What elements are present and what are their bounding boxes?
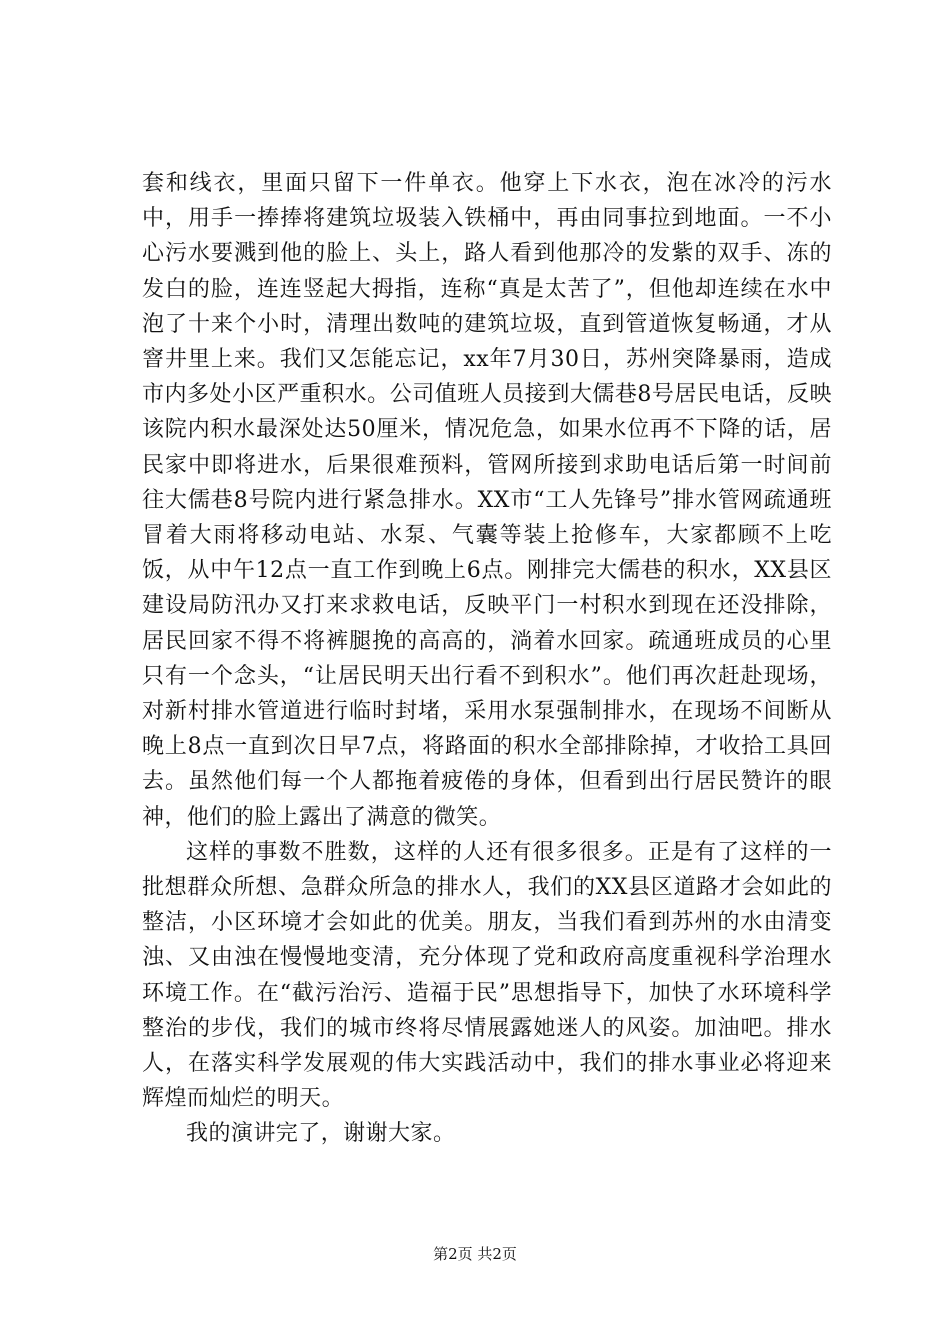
document-body — [142, 166, 832, 1152]
paragraph-continued: 套和线衣，里面只留下一件单衣。他穿上下水衣，泡在冰冷的污水中，用手一捧捧将建筑垃圾装入铁桶中，再由同事拉到地面。一不小心污水要溅到他的脸上、头上，路人看到他那冷的发紫的双手、冻的发白的脸，连连竖起大拇指，连称“真是太苦了”，但他却连续在水中泡了十来个小时，清理出数吨的建筑垃圾，直到管道恢复畅通，才从窨井里上来。我们又怎能忘记，xx年7月30日，苏州突降暴雨，造成市内多处小区严重积水。公司值班人员接到大儒巷8号居民电话，反映该院内积水最深处达50厘米，情况危急，如果水位再不下降的话，居民家中即将进水，后果很难预料，管网所接到求助电话后第一时间前往大儒巷8号院内进行紧急排水。XX市“工人先锋号”排水管网疏通班冒着大雨将移动电站、水泵、气囊等装上抢修车，大家都顾不上吃饭，从中午12点一直工作到晚上6点。刚排完大儒巷的积水，XX县区建设局防汛办又打来求救电话，反映平门一村积水到现在还没排除，居民回家不得不将裤腿挽的高高的，淌着水回家。疏通班成员的心里只有一个念头，“让居民明天出行看不到积水”。他们再次赶赴现场，对新村排水管道进行临时封堵，采用水泵强制排水，在现场不间断从晚上8点一直到次日早7点，将路面的积水全部排除掉，才收拾工具回去。虽然他们每一个人都拖着疲倦的身体，但看到出行居民赞许的眼神，他们的脸上露出了满意的微笑。 — [142, 171, 832, 830]
paragraph-summary: 这样的事数不胜数，这样的人还有很多很多。正是有了这样的一批想群众所想、急群众所急的排水人，我们的XX县区道路才会如此的整洁，小区环境才会如此的优美。朋友，当我们看到苏州的水由清变浊、又由浊在慢慢地变清，充分体现了党和政府高度重视科学治理水环境工作。在“截污治污、造福于民”思想指导下，加快了水环境科学整治的步伐，我们的城市终将尽情展露她迷人的风姿。加油吧。排水人，在落实科学发展观的伟大实践活动中，我们的排水事业必将迎来辉煌而灿烂的明天。 — [142, 839, 832, 1112]
page-footer: 第2页 共2页 — [433, 1245, 517, 1263]
paragraph-closing: 我的演讲完了，谢谢大家。 — [186, 1121, 456, 1147]
